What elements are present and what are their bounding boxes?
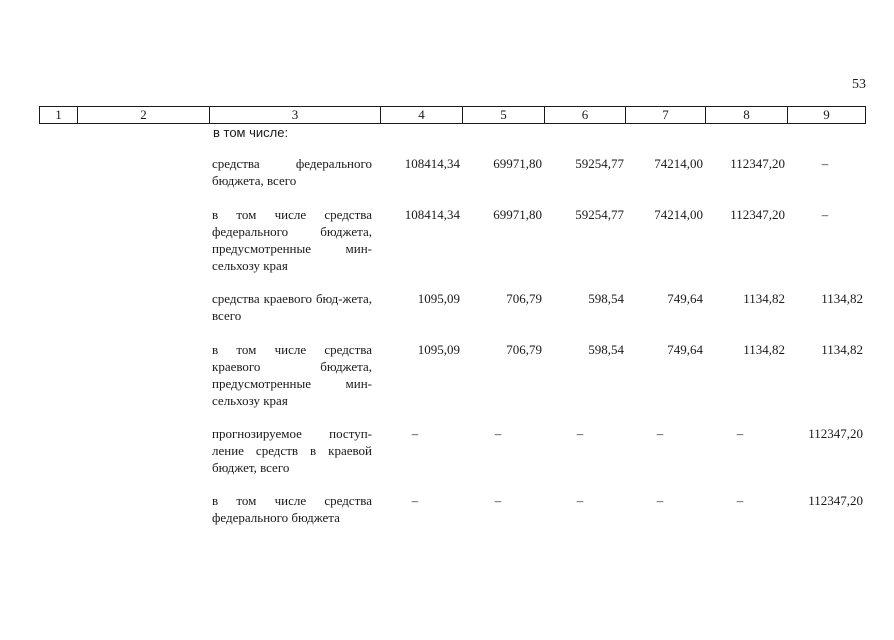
cell-col-9: – <box>821 156 829 171</box>
cell-col-9: 1134,82 <box>821 342 863 357</box>
cell-col-4: 108414,34 <box>404 156 460 171</box>
cell-col-5: – <box>494 493 502 508</box>
cell-col-7: 749,64 <box>667 342 703 357</box>
cell-col-5: 69971,80 <box>493 156 542 171</box>
header-col-2: 2 <box>77 107 209 123</box>
cell-col-9: – <box>821 207 829 222</box>
page-number: 53 <box>852 77 866 92</box>
table-header-row <box>39 106 866 124</box>
row-description: прогнозируемое поступ-ление средств в краевой бюджет, всего <box>212 426 372 475</box>
cell-col-6: – <box>576 493 584 508</box>
header-col-4: 4 <box>380 107 462 123</box>
cell-col-4: 108414,34 <box>404 207 460 222</box>
cell-col-6: 598,54 <box>588 291 624 306</box>
cell-col-5: 706,79 <box>506 342 542 357</box>
cell-col-5: 706,79 <box>506 291 542 306</box>
header-col-8: 8 <box>705 107 787 123</box>
cell-col-8: 112347,20 <box>730 156 785 171</box>
cell-col-4: – <box>411 426 419 441</box>
row-description: в том числе средства федерального бюджета, предусмотренные мин-сельхозу края <box>212 207 372 273</box>
header-col-5: 5 <box>462 107 544 123</box>
cell-col-8: 112347,20 <box>730 207 785 222</box>
cell-col-7: 74214,00 <box>654 207 703 222</box>
row-description: в том числе средства федерального бюджета <box>212 493 372 525</box>
cell-col-4: 1095,09 <box>417 291 460 306</box>
cell-col-4: – <box>411 493 419 508</box>
cell-col-8: 1134,82 <box>743 291 785 306</box>
header-col-6: 6 <box>544 107 625 123</box>
cell-col-9: 1134,82 <box>821 291 863 306</box>
cell-col-9: 112347,20 <box>808 493 863 508</box>
cell-col-4: 1095,09 <box>417 342 460 357</box>
row-description: средства краевого бюд-жета, всего <box>212 291 372 323</box>
cell-col-7: 749,64 <box>667 291 703 306</box>
cell-col-6: 59254,77 <box>575 156 624 171</box>
row-description: средства федерального бюджета, всего <box>212 156 372 188</box>
cell-col-6: – <box>576 426 584 441</box>
cell-col-7: 74214,00 <box>654 156 703 171</box>
cell-col-7: – <box>656 426 664 441</box>
cell-col-8: – <box>736 493 744 508</box>
cell-col-7: – <box>656 493 664 508</box>
cell-col-5: 69971,80 <box>493 207 542 222</box>
header-col-1: 1 <box>55 107 62 122</box>
intro-label: в том числе: <box>213 125 289 140</box>
cell-col-9: 112347,20 <box>808 426 863 441</box>
header-col-3: 3 <box>209 107 380 123</box>
cell-col-5: – <box>494 426 502 441</box>
cell-col-6: 598,54 <box>588 342 624 357</box>
cell-col-8: 1134,82 <box>743 342 785 357</box>
cell-col-6: 59254,77 <box>575 207 624 222</box>
row-description: в том числе средства краевого бюджета, предусмотренные мин-сельхозу края <box>212 342 372 408</box>
header-col-9: 9 <box>787 107 865 123</box>
cell-col-8: – <box>736 426 744 441</box>
header-col-7: 7 <box>625 107 705 123</box>
